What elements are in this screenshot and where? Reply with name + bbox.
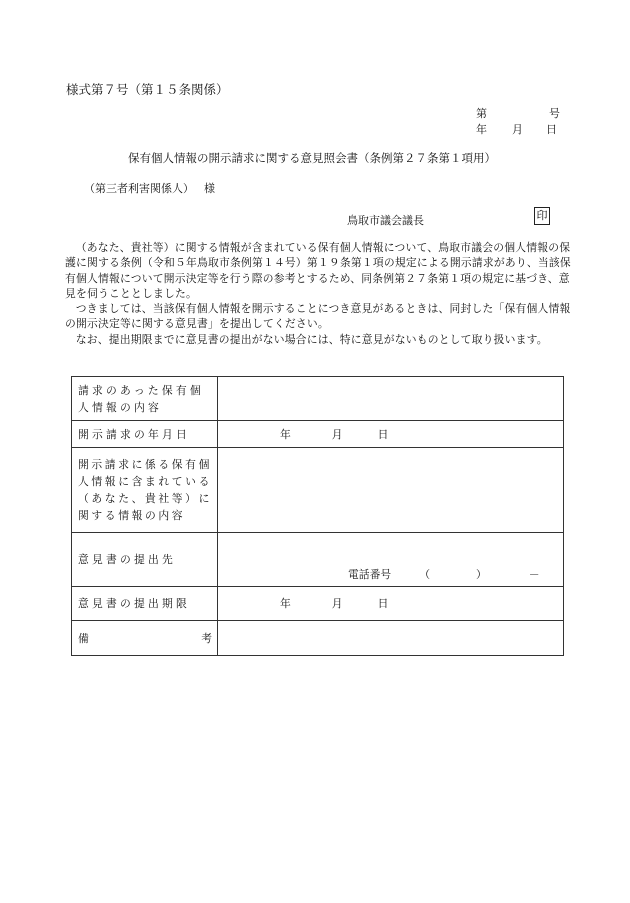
- remarks-label-b: 考: [201, 631, 212, 645]
- row-label-requested-info: 請求のあった保有個人情報の内容: [72, 377, 218, 421]
- table-row: [72, 421, 564, 448]
- body-paragraph-1: （あなた、貴社等）に関する情報が含まれている保有個人情報について、鳥取市議会の個人情報の保護に関する条例（令和５年鳥取市条例第１４号）第１９条第１項の規定による開示請求があり、当該保有個人情報について開示決定等を行う際の参考とするため、同条例第２７条第１項の規定に基づき、意見を伺うこととしました。: [65, 241, 571, 300]
- row-value-requested-info[interactable]: [218, 377, 564, 421]
- addressee-name: （第三者利害関係人）: [84, 182, 194, 195]
- table-row: [72, 621, 564, 656]
- phone-number-line: [348, 567, 540, 582]
- body-paragraph-2: つきましては、当該保有個人情報を開示することにつき意見があるときは、同封した「保有個人情報の開示決定等に関する意見書」を提出してください。: [65, 302, 571, 331]
- request-day-label: 日: [377, 427, 389, 441]
- request-month-label: 月: [331, 427, 343, 441]
- request-year-label: 年: [280, 427, 291, 441]
- addressee-honorific: 様: [204, 182, 215, 195]
- deadline-month-label: 月: [331, 597, 343, 610]
- remarks-label-a: 備: [78, 631, 89, 645]
- row-label-request-date: 開示請求の年月日: [72, 421, 218, 448]
- sender-name: 鳥取市議会議長: [347, 214, 424, 227]
- body-text: [65, 240, 575, 347]
- row-label-related-info: 開示請求に係る保有個人情報に含まれている（あなた、貴社等）に関する情報の内容: [72, 448, 218, 533]
- row-value-submission-deadline[interactable]: [218, 587, 564, 621]
- phone-paren-open: （: [419, 568, 430, 581]
- table-row: [72, 377, 564, 421]
- date-day-label: 日: [546, 123, 557, 136]
- row-value-remarks[interactable]: [218, 621, 564, 656]
- document-title: 保有個人情報の開示請求に関する意見照会書（条例第２７条第１項用）: [128, 151, 496, 165]
- document-number-suffix: 号: [549, 107, 560, 120]
- body-paragraph-3: なお、提出期限までに意見書の提出がない場合には、特に意見がないものとして取り扱います。: [75, 332, 548, 346]
- table-row: [72, 587, 564, 621]
- seal-stamp: 印: [534, 207, 550, 225]
- table-row: [72, 448, 564, 533]
- date-month-label: 月: [512, 123, 523, 136]
- row-label-submission-deadline: 意見書の提出期限: [72, 587, 218, 621]
- row-label-remarks: [72, 621, 218, 656]
- row-label-submission-address: 意見書の提出先: [72, 533, 218, 587]
- row-value-submission-address[interactable]: [218, 533, 564, 587]
- phone-label: 電話番号: [348, 568, 392, 581]
- table-row: [72, 533, 564, 587]
- deadline-day-label: 日: [377, 597, 389, 610]
- date-year-label: 年: [476, 123, 487, 136]
- phone-dash: －: [528, 568, 540, 581]
- row-value-request-date[interactable]: [218, 421, 564, 448]
- information-table: [71, 376, 564, 656]
- phone-paren-close: ）: [475, 568, 487, 581]
- form-number: 様式第７号（第１５条関係）: [66, 82, 229, 97]
- document-number-prefix: 第: [476, 107, 487, 120]
- deadline-year-label: 年: [280, 597, 291, 610]
- row-value-related-info[interactable]: [218, 448, 564, 533]
